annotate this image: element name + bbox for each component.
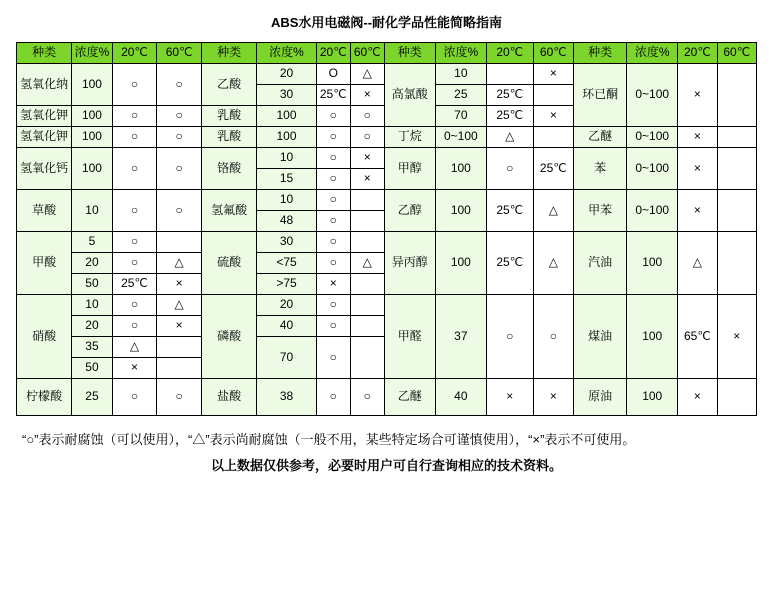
chem-60c: △ bbox=[533, 190, 573, 232]
chem-conc: 38 bbox=[257, 379, 317, 416]
chem-60c: ○ bbox=[157, 64, 202, 106]
chem-60c bbox=[157, 358, 202, 379]
chem-conc: 100 bbox=[257, 127, 317, 148]
chem-conc: 0~100 bbox=[627, 127, 678, 148]
chem-conc: 40 bbox=[435, 379, 486, 416]
chem-name: 乙酸 bbox=[201, 64, 256, 106]
chem-60c bbox=[533, 85, 573, 106]
chem-20c: ○ bbox=[112, 64, 157, 106]
chem-name: 异丙醇 bbox=[384, 232, 435, 295]
chem-60c bbox=[533, 127, 573, 148]
chem-60c: ○ bbox=[157, 190, 202, 232]
chem-conc: 10 bbox=[435, 64, 486, 85]
chem-60c: ○ bbox=[157, 379, 202, 416]
chem-60c bbox=[717, 379, 756, 416]
header-20c-2: 20℃ bbox=[316, 43, 350, 64]
chem-60c bbox=[717, 127, 756, 148]
disclaimer-note: 以上数据仅供参考，必要时用户可自行查询相应的技术资料。 bbox=[210, 458, 562, 474]
chem-conc: 10 bbox=[257, 190, 317, 211]
chem-conc: 30 bbox=[257, 85, 317, 106]
chem-20c: ○ bbox=[316, 316, 350, 337]
chem-20c bbox=[486, 64, 533, 85]
chem-60c: × bbox=[350, 148, 384, 169]
chem-60c: ○ bbox=[350, 127, 384, 148]
header-60c-1: 60℃ bbox=[157, 43, 202, 64]
chem-60c: ○ bbox=[533, 295, 573, 379]
header-conc-1: 浓度% bbox=[72, 43, 112, 64]
chem-name: 乙醚 bbox=[574, 127, 627, 148]
chem-60c bbox=[157, 337, 202, 358]
chem-20c: 25℃ bbox=[486, 106, 533, 127]
chem-60c bbox=[350, 316, 384, 337]
chem-20c: ○ bbox=[316, 337, 350, 379]
chem-name: 汽油 bbox=[574, 232, 627, 295]
header-20c-3: 20℃ bbox=[486, 43, 533, 64]
chem-conc: 10 bbox=[257, 148, 317, 169]
table-row bbox=[17, 127, 757, 148]
chem-conc: 20 bbox=[257, 64, 317, 85]
chem-60c: ○ bbox=[157, 127, 202, 148]
header-kind-2: 种类 bbox=[201, 43, 256, 64]
chem-name: 乙醚 bbox=[384, 379, 435, 416]
chem-60c: × bbox=[350, 85, 384, 106]
chem-60c: × bbox=[533, 64, 573, 85]
chem-60c: ○ bbox=[157, 148, 202, 190]
chem-20c: ○ bbox=[112, 253, 157, 274]
chem-20c: △ bbox=[486, 127, 533, 148]
chem-name: 甲醇 bbox=[384, 148, 435, 190]
header-20c-4: 20℃ bbox=[678, 43, 717, 64]
chem-20c: 25℃ bbox=[486, 232, 533, 295]
chem-60c bbox=[350, 337, 384, 379]
chem-60c bbox=[350, 232, 384, 253]
chem-60c: 25℃ bbox=[533, 148, 573, 190]
chem-conc: 20 bbox=[72, 316, 112, 337]
chem-conc: 50 bbox=[72, 274, 112, 295]
chem-name: 氢氧化纳 bbox=[17, 64, 72, 106]
chem-20c: ○ bbox=[112, 379, 157, 416]
chem-60c: ○ bbox=[350, 379, 384, 416]
chem-conc: 35 bbox=[72, 337, 112, 358]
chemical-resistance-table bbox=[16, 42, 757, 416]
chem-conc: 15 bbox=[257, 169, 317, 190]
chem-20c: ○ bbox=[316, 127, 350, 148]
header-kind-3: 种类 bbox=[384, 43, 435, 64]
chem-60c bbox=[350, 295, 384, 316]
chem-name: 丁烷 bbox=[384, 127, 435, 148]
chem-name: 草酸 bbox=[17, 190, 72, 232]
chem-conc: 20 bbox=[72, 253, 112, 274]
legend-note: “○”表示耐腐蚀（可以使用），“△”表示尚耐腐蚀（一般不用，某些特定场合可谨慎使用），“×”表示不可使用。 bbox=[22, 432, 636, 447]
chem-conc: >75 bbox=[257, 274, 317, 295]
chem-name: 硝酸 bbox=[17, 295, 72, 379]
chem-20c: × bbox=[316, 274, 350, 295]
header-60c-3: 60℃ bbox=[533, 43, 573, 64]
header-20c-1: 20℃ bbox=[112, 43, 157, 64]
chem-20c: ○ bbox=[486, 295, 533, 379]
chem-60c: × bbox=[350, 169, 384, 190]
chem-name: 乳酸 bbox=[201, 106, 256, 127]
chem-name: 氢氟酸 bbox=[201, 190, 256, 232]
chem-name: 煤油 bbox=[574, 295, 627, 379]
chem-name: 苯 bbox=[574, 148, 627, 190]
chem-60c: ○ bbox=[157, 106, 202, 127]
chem-20c: ○ bbox=[112, 190, 157, 232]
chem-20c: ○ bbox=[316, 190, 350, 211]
chem-60c bbox=[350, 190, 384, 211]
chem-conc: 100 bbox=[72, 64, 112, 106]
chem-60c: △ bbox=[157, 295, 202, 316]
chem-20c: ○ bbox=[316, 379, 350, 416]
chem-20c: ○ bbox=[112, 232, 157, 253]
chem-name: 乙醇 bbox=[384, 190, 435, 232]
chem-20c: ○ bbox=[316, 106, 350, 127]
chem-60c: ○ bbox=[350, 106, 384, 127]
chem-conc: 100 bbox=[72, 106, 112, 127]
chem-conc: 100 bbox=[435, 232, 486, 295]
chem-conc: 0~100 bbox=[627, 64, 678, 127]
chem-60c bbox=[717, 148, 756, 190]
chem-20c: 65℃ bbox=[678, 295, 717, 379]
chem-conc: 100 bbox=[257, 106, 317, 127]
chem-20c: О bbox=[316, 64, 350, 85]
chem-name: 甲酸 bbox=[17, 232, 72, 295]
chem-name: 环已酮 bbox=[574, 64, 627, 127]
chem-name: 甲醛 bbox=[384, 295, 435, 379]
header-kind-1: 种类 bbox=[17, 43, 72, 64]
chem-conc: 100 bbox=[627, 379, 678, 416]
chem-20c: 25℃ bbox=[112, 274, 157, 295]
chem-name: 铬酸 bbox=[201, 148, 256, 190]
chem-conc: 100 bbox=[627, 295, 678, 379]
chem-conc: 5 bbox=[72, 232, 112, 253]
chem-conc: 30 bbox=[257, 232, 317, 253]
chem-20c: ○ bbox=[316, 169, 350, 190]
chem-conc: 0~100 bbox=[435, 127, 486, 148]
chem-20c: ○ bbox=[316, 148, 350, 169]
chem-20c: × bbox=[678, 127, 717, 148]
chem-60c: × bbox=[533, 106, 573, 127]
chem-20c: △ bbox=[678, 232, 717, 295]
header-60c-2: 60℃ bbox=[350, 43, 384, 64]
chem-conc: <75 bbox=[257, 253, 317, 274]
header-kind-4: 种类 bbox=[574, 43, 627, 64]
chem-20c: × bbox=[112, 358, 157, 379]
chem-name: 硫酸 bbox=[201, 232, 256, 295]
chem-20c: ○ bbox=[112, 148, 157, 190]
chem-name: 乳酸 bbox=[201, 127, 256, 148]
chem-conc: 10 bbox=[72, 295, 112, 316]
chem-20c: × bbox=[678, 64, 717, 127]
chem-60c bbox=[717, 64, 756, 127]
chem-conc: 100 bbox=[435, 190, 486, 232]
header-conc-4: 浓度% bbox=[627, 43, 678, 64]
header-conc-3: 浓度% bbox=[435, 43, 486, 64]
chem-20c: ○ bbox=[316, 253, 350, 274]
chem-conc: 100 bbox=[435, 148, 486, 190]
chem-conc: 25 bbox=[72, 379, 112, 416]
chem-60c bbox=[717, 232, 756, 295]
header-60c-4: 60℃ bbox=[717, 43, 756, 64]
chem-name: 甲苯 bbox=[574, 190, 627, 232]
chem-20c: ○ bbox=[316, 232, 350, 253]
table-row bbox=[17, 232, 757, 253]
chem-conc: 0~100 bbox=[627, 148, 678, 190]
chem-60c: × bbox=[717, 295, 756, 379]
chem-20c: × bbox=[678, 190, 717, 232]
chem-20c: ○ bbox=[316, 295, 350, 316]
chem-20c: ○ bbox=[112, 295, 157, 316]
header-conc-2: 浓度% bbox=[257, 43, 317, 64]
chem-conc: 37 bbox=[435, 295, 486, 379]
table-row bbox=[17, 379, 757, 416]
chem-20c: ○ bbox=[112, 316, 157, 337]
chem-60c bbox=[157, 232, 202, 253]
chem-name: 氢氧化钙 bbox=[17, 148, 72, 190]
chem-60c: × bbox=[157, 274, 202, 295]
chem-conc: 100 bbox=[72, 148, 112, 190]
chem-name: 氢氧化钾 bbox=[17, 127, 72, 148]
chem-conc: 48 bbox=[257, 211, 317, 232]
chem-60c bbox=[350, 211, 384, 232]
chem-60c bbox=[350, 274, 384, 295]
chem-name: 原油 bbox=[574, 379, 627, 416]
chem-conc: 40 bbox=[257, 316, 317, 337]
table-row bbox=[17, 190, 757, 211]
chem-60c: × bbox=[533, 379, 573, 416]
chem-60c bbox=[717, 190, 756, 232]
chem-conc: 0~100 bbox=[627, 190, 678, 232]
chem-60c: × bbox=[157, 316, 202, 337]
chem-60c: △ bbox=[350, 64, 384, 85]
chem-20c: ○ bbox=[486, 148, 533, 190]
table-row bbox=[17, 64, 757, 85]
chem-60c: △ bbox=[533, 232, 573, 295]
chem-conc: 50 bbox=[72, 358, 112, 379]
chem-20c: 25℃ bbox=[486, 190, 533, 232]
chem-name: 磷酸 bbox=[201, 295, 256, 379]
chem-20c: × bbox=[678, 148, 717, 190]
chem-name: 盐酸 bbox=[201, 379, 256, 416]
chem-20c: 25℃ bbox=[316, 85, 350, 106]
chem-name: 柠檬酸 bbox=[17, 379, 72, 416]
chem-conc: 25 bbox=[435, 85, 486, 106]
chem-name: 氢氧化钾 bbox=[17, 106, 72, 127]
chem-20c: ○ bbox=[316, 211, 350, 232]
chem-60c: △ bbox=[350, 253, 384, 274]
chem-conc: 10 bbox=[72, 190, 112, 232]
chem-20c: ○ bbox=[112, 127, 157, 148]
page-title: ABS水用电磁阀--耐化学品性能简略指南 bbox=[270, 15, 503, 30]
chem-20c: × bbox=[678, 379, 717, 416]
chem-20c: 25℃ bbox=[486, 85, 533, 106]
chem-conc: 70 bbox=[435, 106, 486, 127]
chem-20c: ○ bbox=[112, 106, 157, 127]
chem-conc: 70 bbox=[257, 337, 317, 379]
table-row bbox=[17, 295, 757, 316]
chem-name: 高氯酸 bbox=[384, 64, 435, 127]
table-header-row bbox=[17, 43, 757, 64]
chem-conc: 100 bbox=[72, 127, 112, 148]
table-row bbox=[17, 148, 757, 169]
chem-conc: 20 bbox=[257, 295, 317, 316]
chem-conc: 100 bbox=[627, 232, 678, 295]
chem-20c: × bbox=[486, 379, 533, 416]
chem-60c: △ bbox=[157, 253, 202, 274]
chem-20c: △ bbox=[112, 337, 157, 358]
